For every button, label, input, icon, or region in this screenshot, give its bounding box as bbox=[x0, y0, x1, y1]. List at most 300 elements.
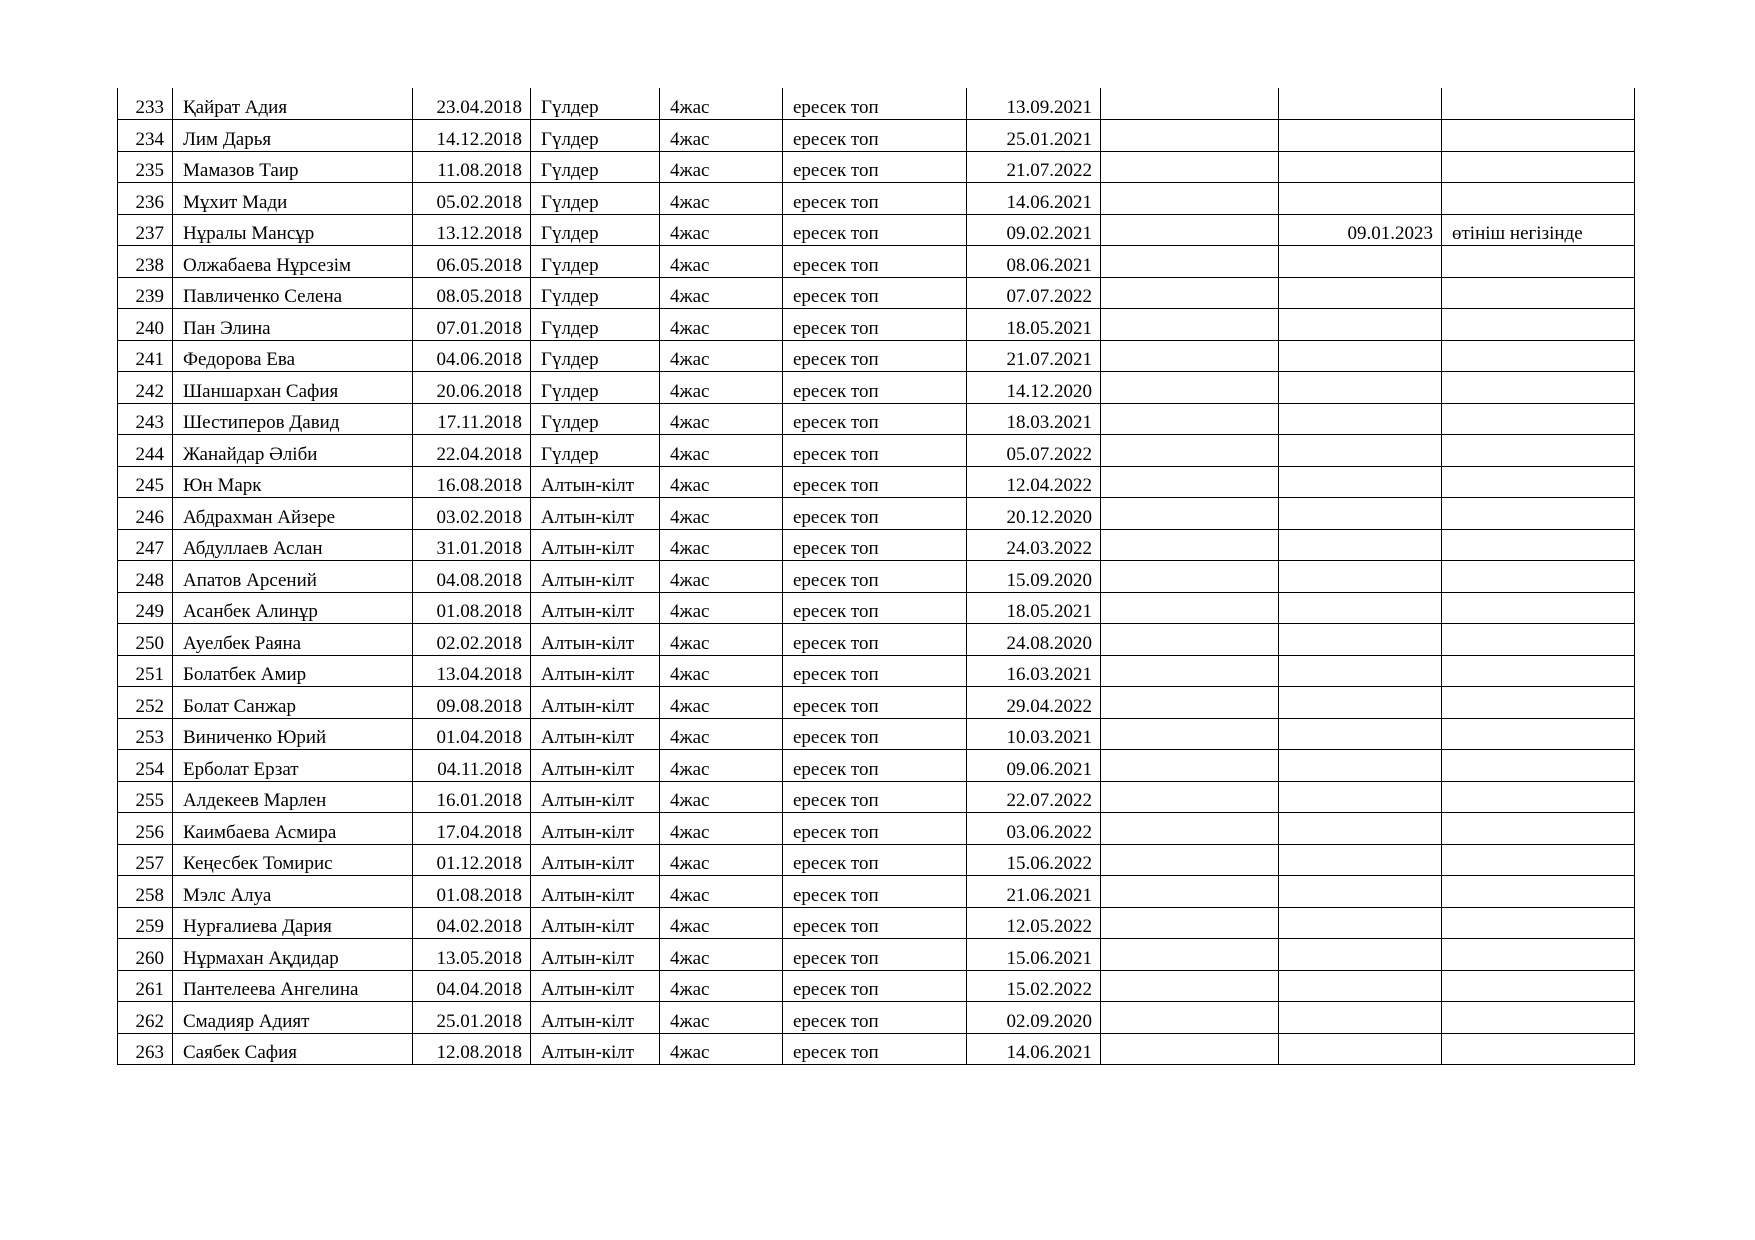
birth-date-cell: 14.12.2018 bbox=[413, 120, 531, 152]
leave-date-cell bbox=[1279, 813, 1442, 845]
age-cell: 4жас bbox=[660, 781, 783, 813]
admission-date-cell: 24.08.2020 bbox=[967, 624, 1101, 656]
group-name-cell: Гүлдер bbox=[531, 183, 660, 215]
admission-date-cell: 18.03.2021 bbox=[967, 403, 1101, 435]
child-name-cell: Виниченко Юрий bbox=[173, 718, 413, 750]
leave-reason-cell bbox=[1442, 498, 1635, 530]
table-row bbox=[118, 939, 1635, 971]
admission-date-cell: 18.05.2021 bbox=[967, 309, 1101, 341]
empty-cell bbox=[1101, 687, 1279, 719]
group-name-cell: Гүлдер bbox=[531, 372, 660, 404]
age-cell: 4жас bbox=[660, 624, 783, 656]
birth-date-cell: 12.08.2018 bbox=[413, 1033, 531, 1065]
age-category-cell: ересек топ bbox=[783, 813, 967, 845]
leave-reason-cell bbox=[1442, 939, 1635, 971]
birth-date-cell: 23.04.2018 bbox=[413, 88, 531, 120]
child-name-cell: Смадияр Адият bbox=[173, 1002, 413, 1034]
child-name-cell: Федорова Ева bbox=[173, 340, 413, 372]
leave-reason-cell bbox=[1442, 88, 1635, 120]
age-category-cell: ересек топ bbox=[783, 498, 967, 530]
child-name-cell: Алдекеев Марлен bbox=[173, 781, 413, 813]
leave-date-cell bbox=[1279, 907, 1442, 939]
empty-cell bbox=[1101, 876, 1279, 908]
table-row bbox=[118, 340, 1635, 372]
empty-cell bbox=[1101, 1033, 1279, 1065]
age-category-cell: ересек топ bbox=[783, 561, 967, 593]
group-name-cell: Алтын-кілт bbox=[531, 498, 660, 530]
row-number-cell: 248 bbox=[118, 561, 173, 593]
birth-date-cell: 17.04.2018 bbox=[413, 813, 531, 845]
age-cell: 4жас bbox=[660, 844, 783, 876]
birth-date-cell: 04.08.2018 bbox=[413, 561, 531, 593]
table-row bbox=[118, 561, 1635, 593]
child-name-cell: Абдрахман Айзере bbox=[173, 498, 413, 530]
group-name-cell: Алтын-кілт bbox=[531, 561, 660, 593]
leave-reason-cell bbox=[1442, 466, 1635, 498]
empty-cell bbox=[1101, 939, 1279, 971]
row-number-cell: 254 bbox=[118, 750, 173, 782]
age-category-cell: ересек топ bbox=[783, 844, 967, 876]
empty-cell bbox=[1101, 466, 1279, 498]
admission-date-cell: 15.02.2022 bbox=[967, 970, 1101, 1002]
empty-cell bbox=[1101, 435, 1279, 467]
birth-date-cell: 09.08.2018 bbox=[413, 687, 531, 719]
row-number-cell: 244 bbox=[118, 435, 173, 467]
table-row bbox=[118, 435, 1635, 467]
birth-date-cell: 03.02.2018 bbox=[413, 498, 531, 530]
table-row bbox=[118, 246, 1635, 278]
leave-reason-cell bbox=[1442, 813, 1635, 845]
table-row bbox=[118, 88, 1635, 120]
row-number-cell: 236 bbox=[118, 183, 173, 215]
age-category-cell: ересек топ bbox=[783, 466, 967, 498]
group-name-cell: Алтын-кілт bbox=[531, 592, 660, 624]
leave-date-cell: 09.01.2023 bbox=[1279, 214, 1442, 246]
birth-date-cell: 05.02.2018 bbox=[413, 183, 531, 215]
age-category-cell: ересек топ bbox=[783, 592, 967, 624]
row-number-cell: 243 bbox=[118, 403, 173, 435]
leave-date-cell bbox=[1279, 624, 1442, 656]
leave-date-cell bbox=[1279, 876, 1442, 908]
table-row bbox=[118, 750, 1635, 782]
empty-cell bbox=[1101, 340, 1279, 372]
age-cell: 4жас bbox=[660, 466, 783, 498]
admission-date-cell: 15.06.2022 bbox=[967, 844, 1101, 876]
group-name-cell: Алтын-кілт bbox=[531, 781, 660, 813]
age-cell: 4жас bbox=[660, 277, 783, 309]
child-name-cell: Шестиперов Давид bbox=[173, 403, 413, 435]
empty-cell bbox=[1101, 1002, 1279, 1034]
leave-date-cell bbox=[1279, 781, 1442, 813]
row-number-cell: 249 bbox=[118, 592, 173, 624]
leave-date-cell bbox=[1279, 844, 1442, 876]
child-name-cell: Лим Дарья bbox=[173, 120, 413, 152]
age-cell: 4жас bbox=[660, 183, 783, 215]
age-category-cell: ересек топ bbox=[783, 1033, 967, 1065]
birth-date-cell: 16.08.2018 bbox=[413, 466, 531, 498]
birth-date-cell: 22.04.2018 bbox=[413, 435, 531, 467]
leave-reason-cell bbox=[1442, 624, 1635, 656]
leave-reason-cell bbox=[1442, 844, 1635, 876]
admission-date-cell: 05.07.2022 bbox=[967, 435, 1101, 467]
leave-date-cell bbox=[1279, 592, 1442, 624]
age-cell: 4жас bbox=[660, 750, 783, 782]
leave-reason-cell bbox=[1442, 246, 1635, 278]
leave-date-cell bbox=[1279, 277, 1442, 309]
child-name-cell: Мэлс Алуа bbox=[173, 876, 413, 908]
birth-date-cell: 01.08.2018 bbox=[413, 876, 531, 908]
age-cell: 4жас bbox=[660, 1002, 783, 1034]
row-number-cell: 242 bbox=[118, 372, 173, 404]
row-number-cell: 256 bbox=[118, 813, 173, 845]
admission-date-cell: 21.07.2021 bbox=[967, 340, 1101, 372]
leave-date-cell bbox=[1279, 529, 1442, 561]
admission-date-cell: 13.09.2021 bbox=[967, 88, 1101, 120]
group-name-cell: Алтын-кілт bbox=[531, 1033, 660, 1065]
age-category-cell: ересек топ bbox=[783, 372, 967, 404]
table-row bbox=[118, 466, 1635, 498]
age-category-cell: ересек топ bbox=[783, 309, 967, 341]
group-name-cell: Алтын-кілт bbox=[531, 844, 660, 876]
birth-date-cell: 16.01.2018 bbox=[413, 781, 531, 813]
table-row bbox=[118, 876, 1635, 908]
row-number-cell: 260 bbox=[118, 939, 173, 971]
age-cell: 4жас bbox=[660, 309, 783, 341]
admission-date-cell: 18.05.2021 bbox=[967, 592, 1101, 624]
leave-reason-cell bbox=[1442, 120, 1635, 152]
age-category-cell: ересек топ bbox=[783, 214, 967, 246]
empty-cell bbox=[1101, 813, 1279, 845]
birth-date-cell: 04.02.2018 bbox=[413, 907, 531, 939]
group-name-cell: Гүлдер bbox=[531, 309, 660, 341]
row-number-cell: 263 bbox=[118, 1033, 173, 1065]
leave-reason-cell bbox=[1442, 876, 1635, 908]
table-row bbox=[118, 655, 1635, 687]
child-name-cell: Нұрмахан Ақдидар bbox=[173, 939, 413, 971]
row-number-cell: 261 bbox=[118, 970, 173, 1002]
admission-date-cell: 29.04.2022 bbox=[967, 687, 1101, 719]
empty-cell bbox=[1101, 277, 1279, 309]
leave-reason-cell: өтініш негізінде bbox=[1442, 214, 1635, 246]
birth-date-cell: 11.08.2018 bbox=[413, 151, 531, 183]
leave-reason-cell bbox=[1442, 435, 1635, 467]
leave-date-cell bbox=[1279, 88, 1442, 120]
empty-cell bbox=[1101, 372, 1279, 404]
row-number-cell: 252 bbox=[118, 687, 173, 719]
birth-date-cell: 17.11.2018 bbox=[413, 403, 531, 435]
table-row bbox=[118, 183, 1635, 215]
leave-date-cell bbox=[1279, 750, 1442, 782]
group-name-cell: Алтын-кілт bbox=[531, 876, 660, 908]
leave-reason-cell bbox=[1442, 561, 1635, 593]
age-cell: 4жас bbox=[660, 498, 783, 530]
group-name-cell: Алтын-кілт bbox=[531, 813, 660, 845]
age-category-cell: ересек топ bbox=[783, 624, 967, 656]
age-category-cell: ересек топ bbox=[783, 750, 967, 782]
group-name-cell: Гүлдер bbox=[531, 214, 660, 246]
group-name-cell: Алтын-кілт bbox=[531, 970, 660, 1002]
child-name-cell: Болат Санжар bbox=[173, 687, 413, 719]
admission-date-cell: 21.06.2021 bbox=[967, 876, 1101, 908]
birth-date-cell: 01.12.2018 bbox=[413, 844, 531, 876]
age-cell: 4жас bbox=[660, 687, 783, 719]
age-category-cell: ересек топ bbox=[783, 781, 967, 813]
birth-date-cell: 01.04.2018 bbox=[413, 718, 531, 750]
age-category-cell: ересек топ bbox=[783, 246, 967, 278]
row-number-cell: 233 bbox=[118, 88, 173, 120]
table-row bbox=[118, 1002, 1635, 1034]
leave-reason-cell bbox=[1442, 970, 1635, 1002]
row-number-cell: 246 bbox=[118, 498, 173, 530]
admission-date-cell: 08.06.2021 bbox=[967, 246, 1101, 278]
table-row bbox=[118, 151, 1635, 183]
child-name-cell: Пантелеева Ангелина bbox=[173, 970, 413, 1002]
child-name-cell: Нұралы Мансұр bbox=[173, 214, 413, 246]
birth-date-cell: 20.06.2018 bbox=[413, 372, 531, 404]
child-name-cell: Асанбек Алинұр bbox=[173, 592, 413, 624]
birth-date-cell: 01.08.2018 bbox=[413, 592, 531, 624]
birth-date-cell: 02.02.2018 bbox=[413, 624, 531, 656]
leave-reason-cell bbox=[1442, 907, 1635, 939]
admission-date-cell: 14.06.2021 bbox=[967, 1033, 1101, 1065]
empty-cell bbox=[1101, 970, 1279, 1002]
row-number-cell: 235 bbox=[118, 151, 173, 183]
empty-cell bbox=[1101, 781, 1279, 813]
birth-date-cell: 04.06.2018 bbox=[413, 340, 531, 372]
leave-date-cell bbox=[1279, 183, 1442, 215]
leave-reason-cell bbox=[1442, 529, 1635, 561]
row-number-cell: 253 bbox=[118, 718, 173, 750]
leave-date-cell bbox=[1279, 687, 1442, 719]
table-row bbox=[118, 907, 1635, 939]
group-name-cell: Гүлдер bbox=[531, 88, 660, 120]
age-cell: 4жас bbox=[660, 529, 783, 561]
table-row bbox=[118, 372, 1635, 404]
leave-reason-cell bbox=[1442, 309, 1635, 341]
age-category-cell: ересек топ bbox=[783, 718, 967, 750]
age-cell: 4жас bbox=[660, 214, 783, 246]
row-number-cell: 251 bbox=[118, 655, 173, 687]
leave-reason-cell bbox=[1442, 151, 1635, 183]
admission-date-cell: 12.05.2022 bbox=[967, 907, 1101, 939]
table-row bbox=[118, 309, 1635, 341]
row-number-cell: 239 bbox=[118, 277, 173, 309]
leave-date-cell bbox=[1279, 466, 1442, 498]
leave-reason-cell bbox=[1442, 687, 1635, 719]
admission-date-cell: 21.07.2022 bbox=[967, 151, 1101, 183]
age-category-cell: ересек топ bbox=[783, 529, 967, 561]
age-cell: 4жас bbox=[660, 88, 783, 120]
row-number-cell: 255 bbox=[118, 781, 173, 813]
age-cell: 4жас bbox=[660, 372, 783, 404]
child-name-cell: Шаншархан Сафия bbox=[173, 372, 413, 404]
leave-date-cell bbox=[1279, 435, 1442, 467]
age-category-cell: ересек топ bbox=[783, 970, 967, 1002]
table-row bbox=[118, 718, 1635, 750]
empty-cell bbox=[1101, 718, 1279, 750]
leave-date-cell bbox=[1279, 498, 1442, 530]
age-cell: 4жас bbox=[660, 939, 783, 971]
age-cell: 4жас bbox=[660, 340, 783, 372]
age-cell: 4жас bbox=[660, 246, 783, 278]
leave-reason-cell bbox=[1442, 183, 1635, 215]
admission-date-cell: 10.03.2021 bbox=[967, 718, 1101, 750]
roster-table bbox=[117, 88, 1635, 1065]
leave-reason-cell bbox=[1442, 718, 1635, 750]
admission-date-cell: 12.04.2022 bbox=[967, 466, 1101, 498]
empty-cell bbox=[1101, 88, 1279, 120]
child-name-cell: Юн Марк bbox=[173, 466, 413, 498]
birth-date-cell: 06.05.2018 bbox=[413, 246, 531, 278]
age-category-cell: ересек топ bbox=[783, 277, 967, 309]
group-name-cell: Алтын-кілт bbox=[531, 750, 660, 782]
child-name-cell: Болатбек Амир bbox=[173, 655, 413, 687]
admission-date-cell: 03.06.2022 bbox=[967, 813, 1101, 845]
table-row bbox=[118, 592, 1635, 624]
leave-date-cell bbox=[1279, 939, 1442, 971]
group-name-cell: Гүлдер bbox=[531, 403, 660, 435]
table-row bbox=[118, 970, 1635, 1002]
group-name-cell: Алтын-кілт bbox=[531, 939, 660, 971]
row-number-cell: 247 bbox=[118, 529, 173, 561]
age-cell: 4жас bbox=[660, 970, 783, 1002]
leave-reason-cell bbox=[1442, 340, 1635, 372]
row-number-cell: 245 bbox=[118, 466, 173, 498]
empty-cell bbox=[1101, 844, 1279, 876]
empty-cell bbox=[1101, 183, 1279, 215]
age-category-cell: ересек топ bbox=[783, 1002, 967, 1034]
empty-cell bbox=[1101, 750, 1279, 782]
admission-date-cell: 14.06.2021 bbox=[967, 183, 1101, 215]
age-cell: 4жас bbox=[660, 1033, 783, 1065]
leave-date-cell bbox=[1279, 1002, 1442, 1034]
row-number-cell: 234 bbox=[118, 120, 173, 152]
leave-date-cell bbox=[1279, 970, 1442, 1002]
birth-date-cell: 25.01.2018 bbox=[413, 1002, 531, 1034]
group-name-cell: Алтын-кілт bbox=[531, 687, 660, 719]
leave-date-cell bbox=[1279, 151, 1442, 183]
empty-cell bbox=[1101, 151, 1279, 183]
child-name-cell: Пан Элина bbox=[173, 309, 413, 341]
row-number-cell: 259 bbox=[118, 907, 173, 939]
leave-date-cell bbox=[1279, 120, 1442, 152]
admission-date-cell: 15.06.2021 bbox=[967, 939, 1101, 971]
child-name-cell: Жанайдар Әліби bbox=[173, 435, 413, 467]
child-name-cell: Мұхит Мади bbox=[173, 183, 413, 215]
leave-date-cell bbox=[1279, 246, 1442, 278]
child-name-cell: Апатов Арсений bbox=[173, 561, 413, 593]
table-row bbox=[118, 844, 1635, 876]
row-number-cell: 238 bbox=[118, 246, 173, 278]
leave-reason-cell bbox=[1442, 403, 1635, 435]
child-name-cell: Абдуллаев Аслан bbox=[173, 529, 413, 561]
group-name-cell: Алтын-кілт bbox=[531, 466, 660, 498]
birth-date-cell: 04.04.2018 bbox=[413, 970, 531, 1002]
group-name-cell: Гүлдер bbox=[531, 277, 660, 309]
empty-cell bbox=[1101, 214, 1279, 246]
empty-cell bbox=[1101, 561, 1279, 593]
leave-reason-cell bbox=[1442, 655, 1635, 687]
group-name-cell: Гүлдер bbox=[531, 246, 660, 278]
age-cell: 4жас bbox=[660, 718, 783, 750]
admission-date-cell: 25.01.2021 bbox=[967, 120, 1101, 152]
child-name-cell: Каимбаева Асмира bbox=[173, 813, 413, 845]
age-category-cell: ересек топ bbox=[783, 876, 967, 908]
group-name-cell: Гүлдер bbox=[531, 435, 660, 467]
leave-reason-cell bbox=[1442, 592, 1635, 624]
age-cell: 4жас bbox=[660, 907, 783, 939]
child-name-cell: Павличенко Селена bbox=[173, 277, 413, 309]
birth-date-cell: 13.05.2018 bbox=[413, 939, 531, 971]
age-cell: 4жас bbox=[660, 813, 783, 845]
age-category-cell: ересек топ bbox=[783, 403, 967, 435]
empty-cell bbox=[1101, 592, 1279, 624]
leave-date-cell bbox=[1279, 340, 1442, 372]
group-name-cell: Алтын-кілт bbox=[531, 655, 660, 687]
admission-date-cell: 07.07.2022 bbox=[967, 277, 1101, 309]
child-name-cell: Кеңесбек Томирис bbox=[173, 844, 413, 876]
row-number-cell: 241 bbox=[118, 340, 173, 372]
group-name-cell: Гүлдер bbox=[531, 120, 660, 152]
child-name-cell: Ерболат Ерзат bbox=[173, 750, 413, 782]
age-cell: 4жас bbox=[660, 561, 783, 593]
empty-cell bbox=[1101, 529, 1279, 561]
birth-date-cell: 08.05.2018 bbox=[413, 277, 531, 309]
row-number-cell: 237 bbox=[118, 214, 173, 246]
leave-date-cell bbox=[1279, 403, 1442, 435]
table-row bbox=[118, 120, 1635, 152]
age-cell: 4жас bbox=[660, 151, 783, 183]
table-row bbox=[118, 624, 1635, 656]
table-row bbox=[118, 1033, 1635, 1065]
leave-date-cell bbox=[1279, 718, 1442, 750]
empty-cell bbox=[1101, 624, 1279, 656]
group-name-cell: Алтын-кілт bbox=[531, 907, 660, 939]
table-row bbox=[118, 813, 1635, 845]
table-row bbox=[118, 781, 1635, 813]
row-number-cell: 240 bbox=[118, 309, 173, 341]
leave-date-cell bbox=[1279, 561, 1442, 593]
leave-date-cell bbox=[1279, 1033, 1442, 1065]
row-number-cell: 262 bbox=[118, 1002, 173, 1034]
admission-date-cell: 20.12.2020 bbox=[967, 498, 1101, 530]
child-name-cell: Ауелбек Раяна bbox=[173, 624, 413, 656]
table-row bbox=[118, 214, 1635, 246]
empty-cell bbox=[1101, 120, 1279, 152]
leave-date-cell bbox=[1279, 309, 1442, 341]
admission-date-cell: 02.09.2020 bbox=[967, 1002, 1101, 1034]
leave-reason-cell bbox=[1442, 750, 1635, 782]
age-category-cell: ересек топ bbox=[783, 340, 967, 372]
age-category-cell: ересек топ bbox=[783, 939, 967, 971]
child-name-cell: Қайрат Адия bbox=[173, 88, 413, 120]
table-row bbox=[118, 403, 1635, 435]
age-category-cell: ересек топ bbox=[783, 120, 967, 152]
leave-date-cell bbox=[1279, 372, 1442, 404]
admission-date-cell: 24.03.2022 bbox=[967, 529, 1101, 561]
age-cell: 4жас bbox=[660, 876, 783, 908]
age-category-cell: ересек топ bbox=[783, 907, 967, 939]
child-name-cell: Олжабаева Нұрсезім bbox=[173, 246, 413, 278]
table-row bbox=[118, 529, 1635, 561]
row-number-cell: 250 bbox=[118, 624, 173, 656]
admission-date-cell: 15.09.2020 bbox=[967, 561, 1101, 593]
empty-cell bbox=[1101, 309, 1279, 341]
group-name-cell: Гүлдер bbox=[531, 151, 660, 183]
age-category-cell: ересек топ bbox=[783, 183, 967, 215]
age-category-cell: ересек топ bbox=[783, 88, 967, 120]
table-row bbox=[118, 498, 1635, 530]
